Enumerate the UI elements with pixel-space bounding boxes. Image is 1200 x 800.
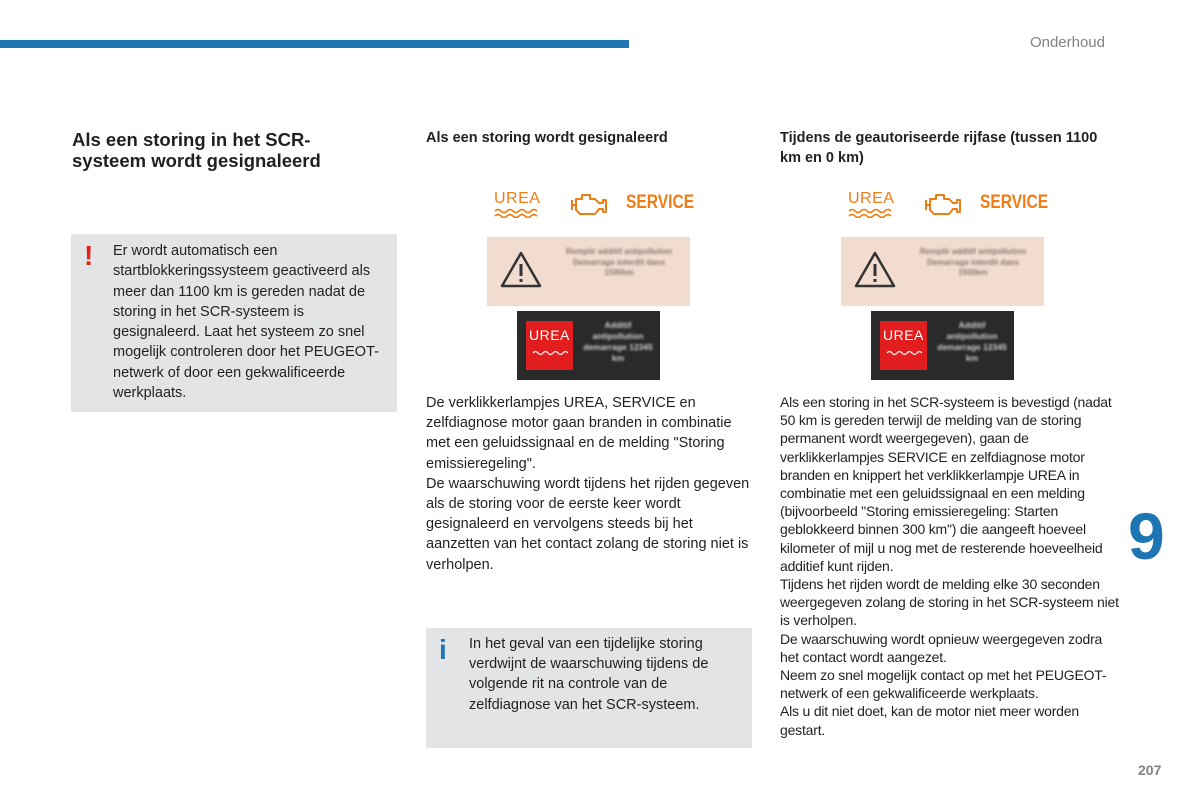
engine-icon	[923, 190, 961, 218]
paragraph: Tijdens het rijden wordt de melding elke 30 seconden weergegeven zolang de storing in het SCR-systeem niet is verholpen.	[780, 576, 1119, 629]
exclamation-icon: !	[84, 240, 94, 271]
display-message-light: Remplir additif antipollution Demarrage interdit dans 1500km	[565, 247, 673, 277]
page-title: Als een storing in het SCR-systeem wordt gesignaleerd	[72, 129, 321, 171]
column-body-rijfase	[780, 393, 1120, 739]
paragraph: De verklikkerlampjes UREA, SERVICE en zelfdiagnose motor gaan branden in combinatie met een geluidssignaal en de melding "Storing emissieregeling".	[426, 395, 732, 472]
paragraph: Als een storing in het SCR-systeem is bevestigd (nadat 50 km is gereden terwijl de melding van de storing permanent wordt weergegeven), gaan de verklikkerlampjes SERVICE en zelfdiagnose motor branden en knippert het verklikkerlampje UREA in combinatie met een geluidssignaal en een melding (bijvoorbeeld "Storing emissieregeling: Starten geblokkeerd binnen 300 km") die aangeeft hoeveel kilometer of mijl u nog met de resterende hoeveelheid additief kunt rijden.	[780, 394, 1112, 574]
display-message-dark: Additif antipollution demarrage 12345 km	[583, 320, 653, 363]
info-icon: i	[439, 634, 447, 665]
display-warning-dark	[517, 311, 660, 380]
display-message-dark: Additif antipollution demarrage 12345 km	[937, 320, 1007, 363]
column-body-storing	[426, 393, 756, 575]
header-accent-bar	[0, 40, 629, 48]
urea-wave-icon	[532, 349, 568, 357]
paragraph: Neem zo snel mogelijk contact op met het PEUGEOT-netwerk of een gekwalificeerde werkplaats.	[780, 667, 1107, 702]
urea-wave-icon	[886, 349, 922, 357]
display-warning-light	[487, 237, 690, 306]
column-heading-rijfase: Tijdens de geautoriseerde rijfase (tussen 1100 km en 0 km)	[780, 130, 1098, 166]
urea-red-indicator	[880, 321, 927, 370]
paragraph: De waarschuwing wordt opnieuw weergegeven zodra het contact wordt aangezet.	[780, 630, 1103, 665]
display-warning-light	[841, 237, 1044, 306]
warning-triangle-icon	[499, 250, 543, 290]
paragraph: Als u dit niet doet, kan de motor niet meer worden gestart.	[780, 703, 1079, 738]
paragraph: De waarschuwing wordt tijdens het rijden gegeven als de storing voor de eerste keer wordt gesignaleerd en vervolgens steeds bij het aanzetten van het contact zolang de storing niet is verholpen.	[426, 475, 750, 573]
service-lamp-label: SERVICE	[980, 192, 1049, 213]
service-lamp-label: SERVICE	[626, 192, 695, 213]
section-title: Onderhoud	[1029, 34, 1105, 51]
urea-wave-icon	[494, 208, 538, 218]
column-heading-storing: Als een storing wordt gesignaleerd	[426, 130, 668, 146]
urea-red-indicator	[526, 321, 573, 370]
urea-red-label: UREA	[529, 327, 570, 343]
engine-icon	[569, 190, 607, 218]
display-warning-dark	[871, 311, 1014, 380]
info-text: In het geval van een tijdelijke storing verdwijnt de waarschuwing tijdens de volgende rit na controle van de zelfdiagnose van het SCR-systeem.	[469, 636, 709, 713]
urea-lamp-label: UREA	[494, 190, 541, 207]
warning-text: Er wordt automatisch een startblokkeringssysteem geactiveerd als meer dan 1100 km is gereden nadat de storing in het SCR-systeem is gesignaleerd. Laat het systeem zo snel mogelijk controleren door het PEUGEOT-netwerk of door een gekwalificeerde werkplaats.	[113, 243, 379, 402]
display-message-light: Remplir additif antipollution Demarrage interdit dans 1500km	[919, 247, 1027, 277]
page-number: 207	[1138, 762, 1162, 778]
warning-triangle-icon	[853, 250, 897, 290]
urea-lamp-label: UREA	[848, 190, 895, 207]
urea-red-label: UREA	[883, 327, 924, 343]
chapter-number: 9	[1128, 499, 1165, 573]
urea-wave-icon	[848, 208, 892, 218]
